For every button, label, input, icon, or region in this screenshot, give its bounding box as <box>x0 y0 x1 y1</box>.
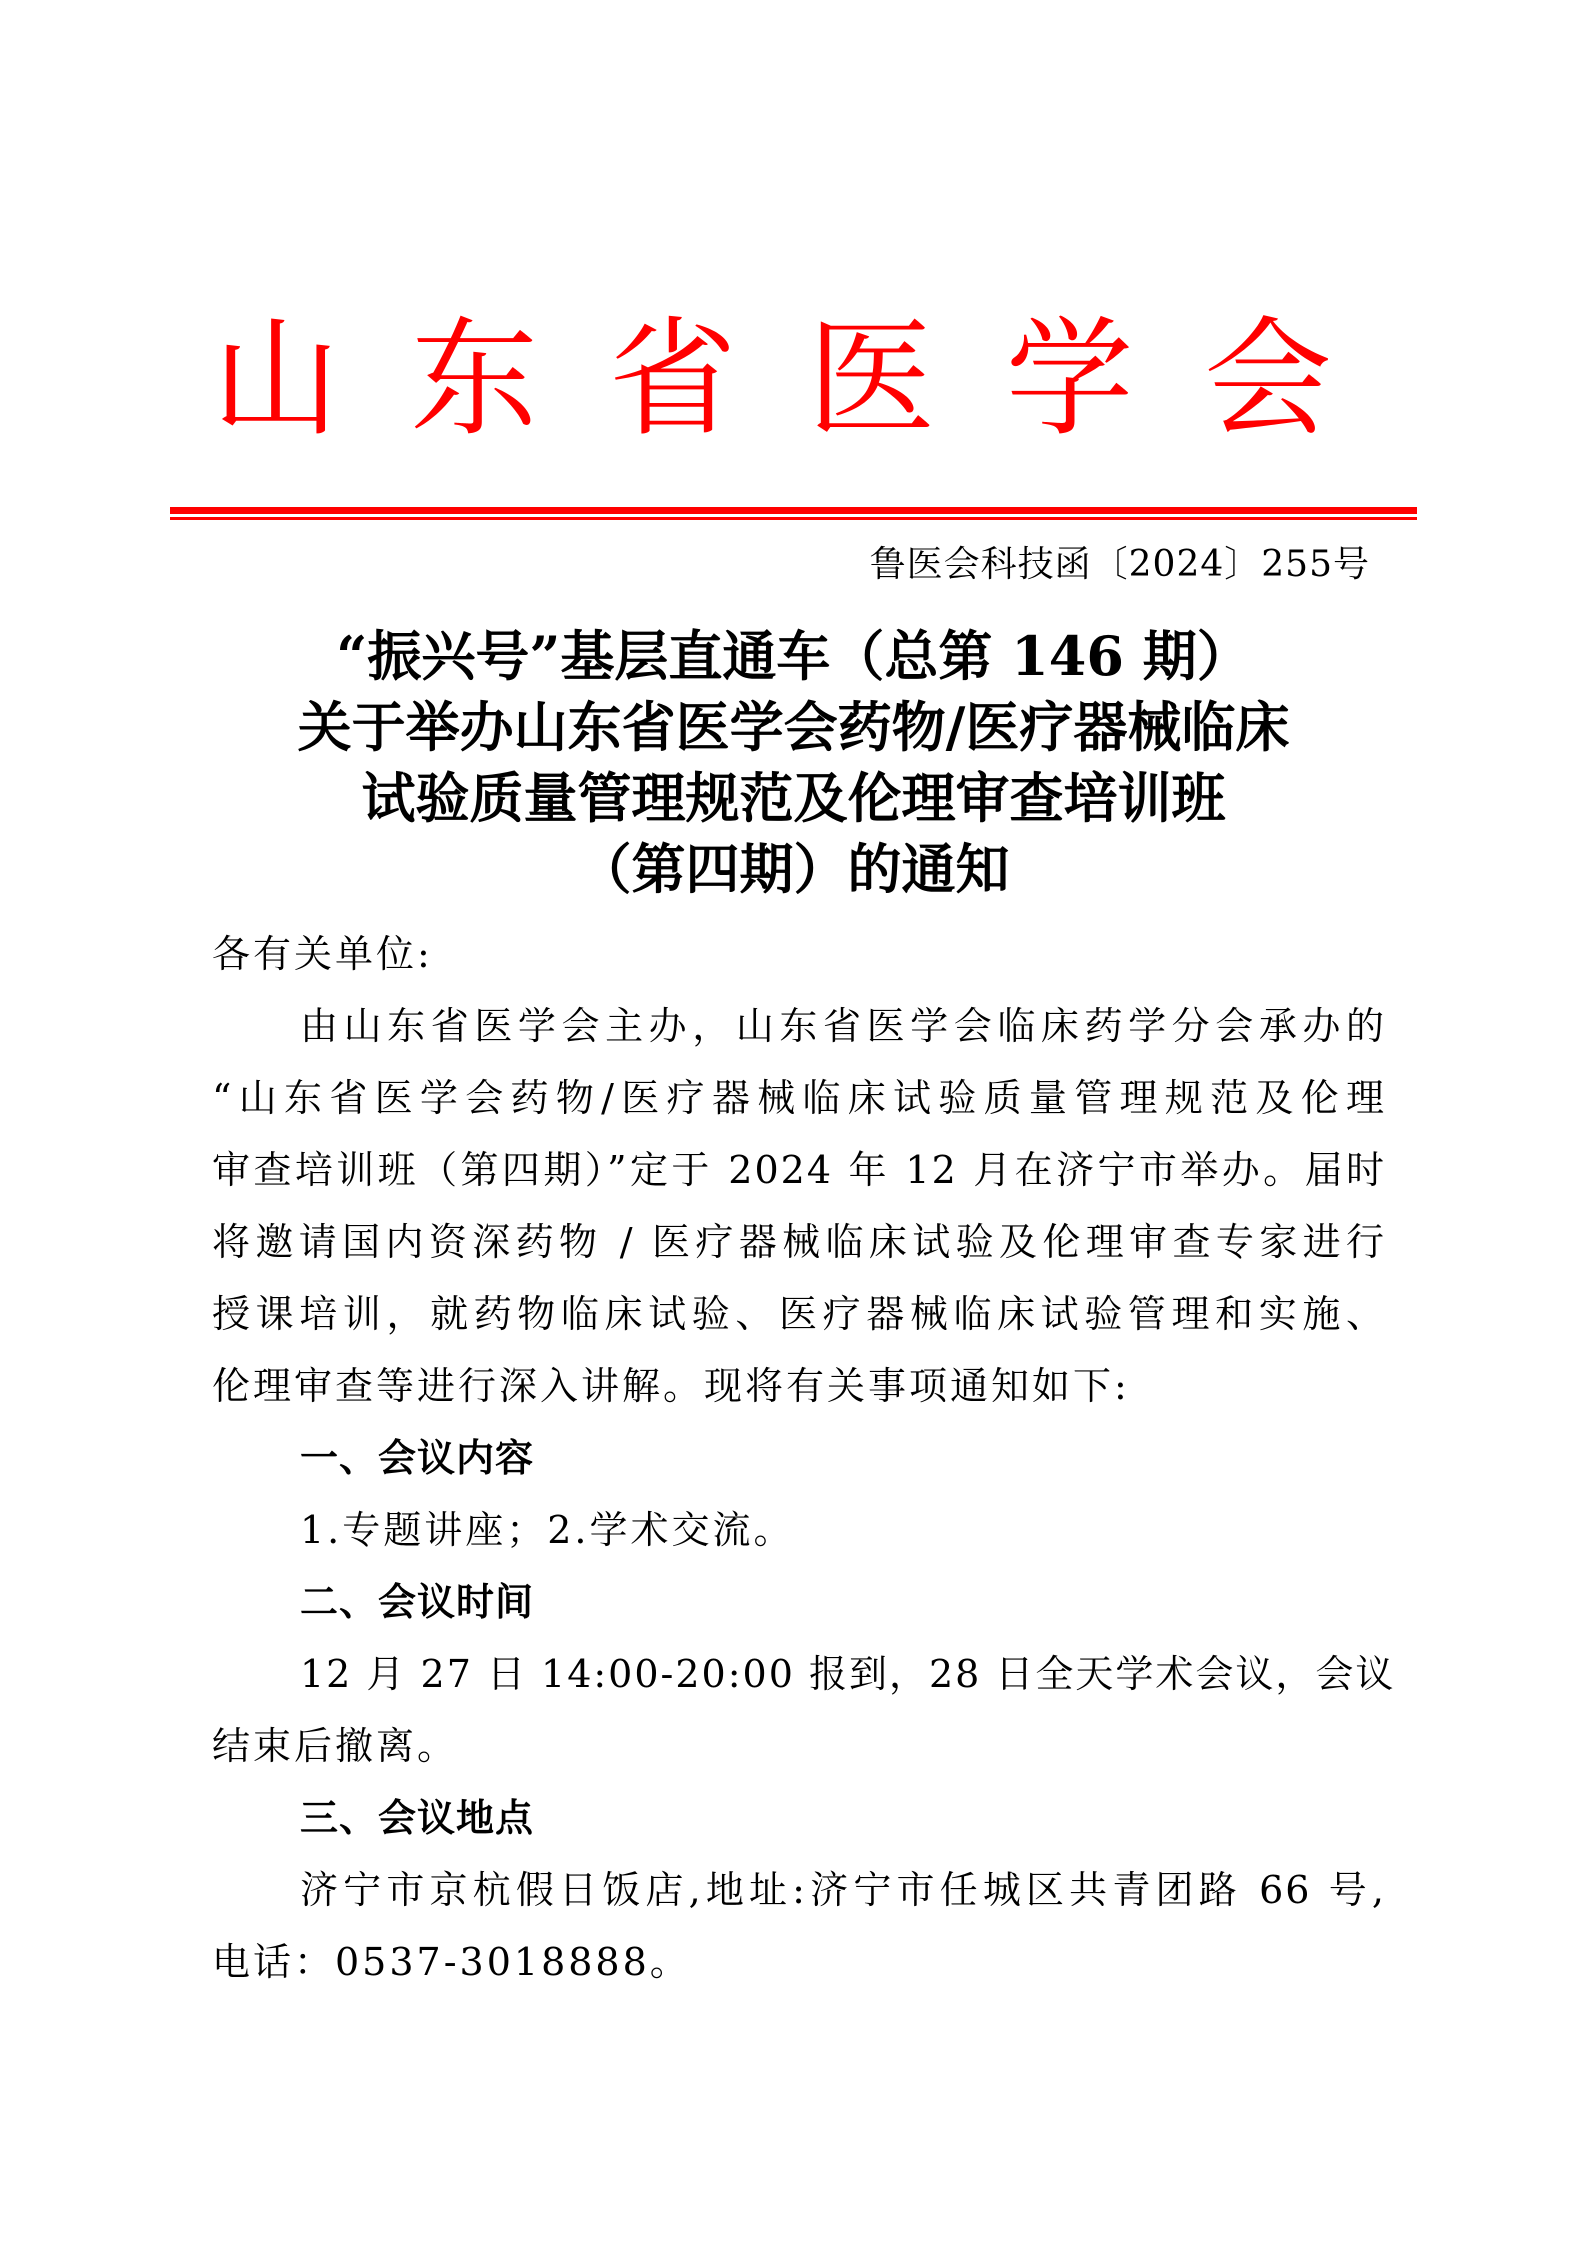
title-line: 试验质量管理规范及伦理审查培训班 <box>361 766 1226 830</box>
paragraph-line: 授课培训，就药物临床试验、医疗器械临床试验管理和实施、 <box>212 1292 1386 1336</box>
letterhead-char: 学 <box>1005 305 1134 454</box>
section-line: 1.专题讲座；2.学术交流。 <box>300 1508 795 1552</box>
letterhead-char: 东 <box>410 305 539 454</box>
section-heading-time: 二、会议时间 <box>300 1580 535 1624</box>
section-line: 济宁市京杭假日饭店,地址:济宁市任城区共青团路 66 号, <box>300 1868 1386 1912</box>
section-heading-content: 一、会议内容 <box>300 1436 535 1480</box>
organization-letterhead <box>212 300 1332 460</box>
section-line: 结束后撤离。 <box>212 1724 459 1768</box>
title-line: “振兴号”基层直通车（总第 146 期） <box>336 624 1251 688</box>
letterhead-divider-thin <box>170 517 1417 520</box>
paragraph-line: 由山东省医学会主办，山东省医学会临床药学分会承办的 <box>300 1004 1386 1048</box>
letterhead-divider-thick <box>170 507 1417 514</box>
paragraph-line: 审查培训班（第四期）”定于 2024 年 12 月在济宁市举办。届时 <box>212 1148 1386 1192</box>
document-title <box>170 625 1417 909</box>
paragraph-line: “山东省医学会药物/医疗器械临床试验质量管理规范及伦理 <box>212 1076 1386 1120</box>
letterhead-char: 会 <box>1203 305 1332 454</box>
paragraph-line: 将邀请国内资深药物 / 医疗器械临床试验及伦理审查专家进行 <box>212 1220 1386 1264</box>
letterhead-char: 医 <box>807 305 936 454</box>
document-body <box>212 918 1396 1998</box>
title-line: （第四期）的通知 <box>577 837 1010 901</box>
section-heading-location: 三、会议地点 <box>300 1796 535 1840</box>
document-number: 鲁医会科技函〔2024〕255号 <box>869 544 1370 585</box>
letterhead-char: 省 <box>608 305 737 454</box>
salutation: 各有关单位: <box>212 932 433 976</box>
letterhead-char: 山 <box>212 305 341 454</box>
section-line: 电话：0537-3018888。 <box>212 1940 691 1984</box>
section-line: 12 月 27 日 14:00-20:00 报到，28 日全天学术会议，会议 <box>300 1652 1396 1696</box>
paragraph-line: 伦理审查等进行深入讲解。现将有关事项通知如下: <box>212 1364 1130 1408</box>
title-line: 关于举办山东省医学会药物/医疗器械临床 <box>297 695 1290 759</box>
